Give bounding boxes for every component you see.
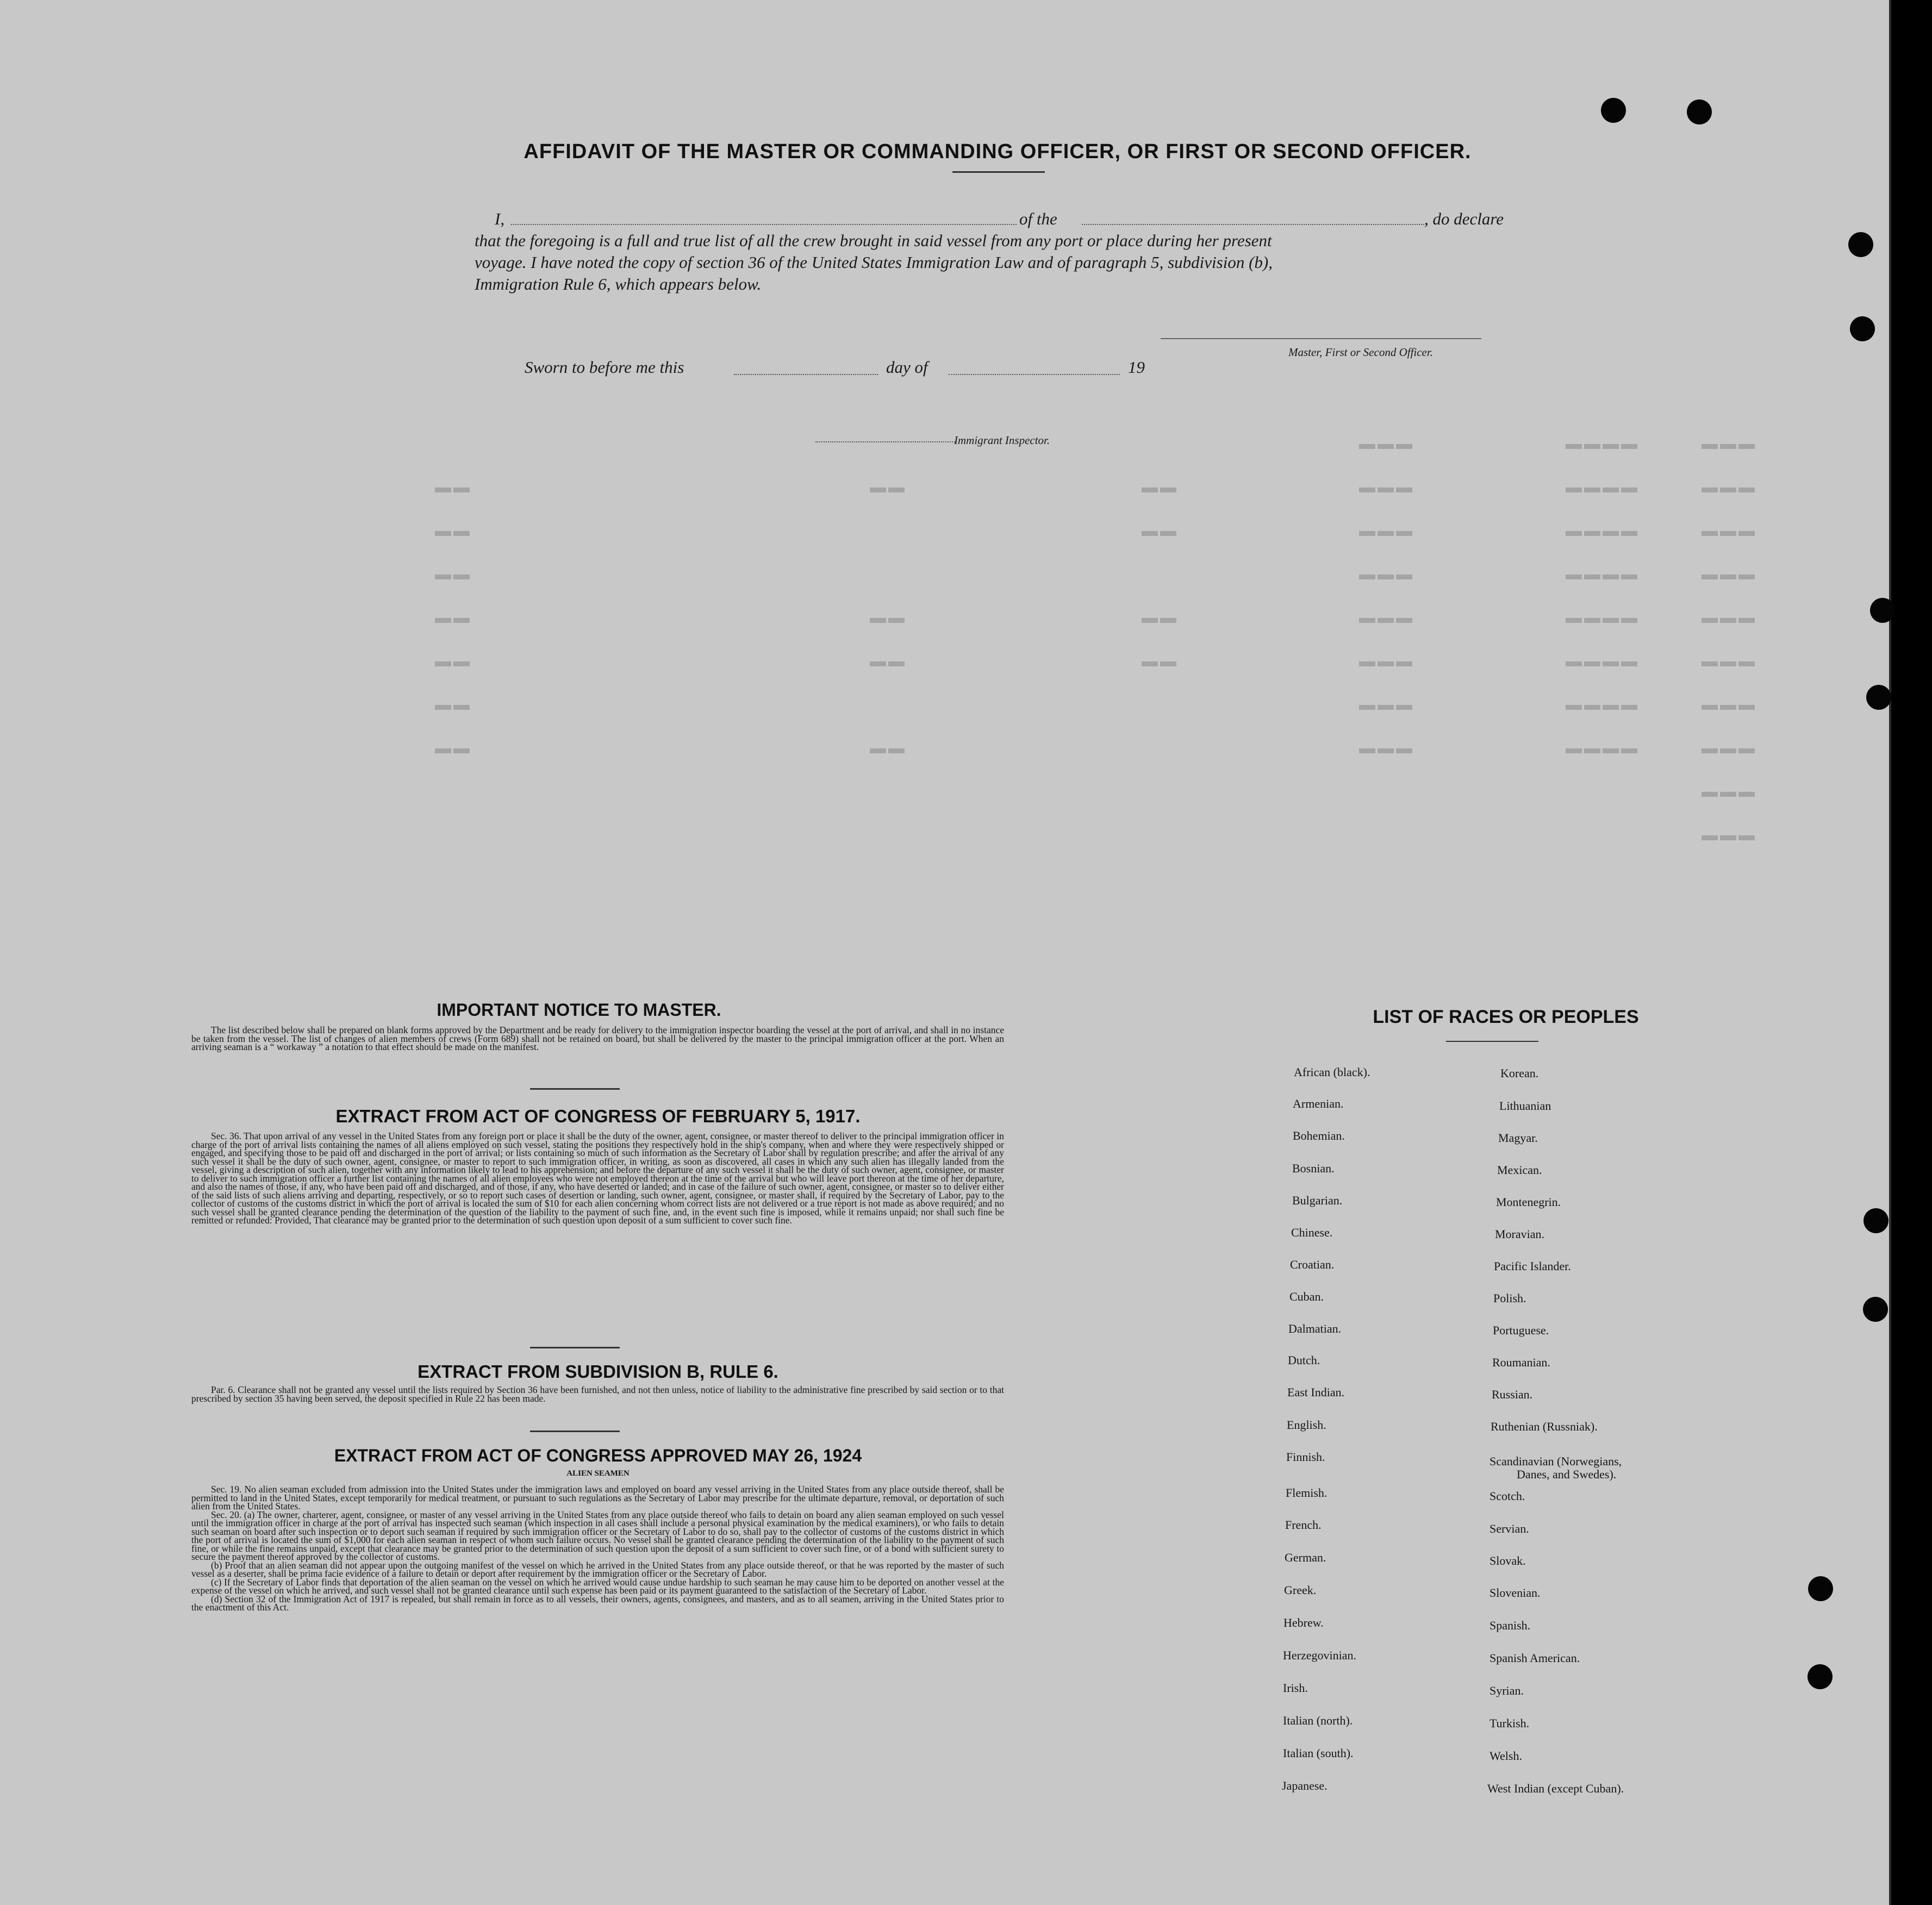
act1924-subtitle: ALIEN SEAMEN [566, 1469, 630, 1478]
race-item: Slovak. [1489, 1554, 1526, 1567]
race-item: Magyar. [1498, 1131, 1538, 1145]
race-item: Spanish American. [1489, 1651, 1580, 1665]
binder-hole [1808, 1576, 1833, 1601]
race-item: Greek. [1284, 1583, 1317, 1597]
act1917-paragraph: Sec. 36. That upon arrival of any vessel in the United States from any foreign port or place it shall be the duty of the owner, agent, consignee, or master thereof to deliver to the principal immigration officer in charge of the port of arrival lists containing the names of all aliens employed on such vessel, stating the positions they respectively hold in the ship's company, when and where they were respectively shipped or engaged, and specifying those to be paid off and discharged in the port of arrival; or lists containing so much of such information as the Secretary of Labor shall by regulation prescribe; and after the arrival of any such vessel it shall be the duty of such owner, agent, consignee, or master to report to such immigration officer, in writing, as soon as discovered, all cases in which any such alien has illegally landed from the vessel, giving a description of such alien, together with any information likely to lead to his apprehension; and before the departure of any such vessel it shall be the duty of such owner, agent, consignee, or master to deliver to such immigration officer a further list containing the names of all alien employees who were not employed thereon at the time of the arrival but who will leave port thereon at the time of her departure, and also the names of those, if any, who have been paid off and discharged, and of those, if any, who have deserted or landed; and in case of the failure of such owner, agent, consignee, or master so to deliver either of the said lists of such aliens arriving and departing, respectively, or so to report such cases of desertion or landing, such owner, agent, consignee, or master shall, if required by the Secretary of Labor, pay to the collector of customs of the customs district in which the port of arrival is located the sum of $10 for each alien concerning whom correct lists are not delivered or a true report is not made as above required; and no such vessel shall be granted clearance pending the determination of the question of the liability to the payment of such fine, and, in the event such fine is imposed, while it remains unpaid; nor shall such fine be remitted or refunded: Provided, That clearance may be granted prior to the determination of such question upon deposit of a sum sufficient to cover such fine. [191, 1130, 1004, 1226]
race-item: Portuguese. [1493, 1323, 1549, 1337]
race-item: Scotch. [1489, 1489, 1525, 1503]
races-rule [1446, 1041, 1538, 1042]
race-item: Welsh. [1489, 1749, 1522, 1763]
title-rule [952, 171, 1045, 173]
binder-hole [1864, 1208, 1889, 1233]
master-signature-line [1161, 338, 1481, 339]
notice-rule [530, 1088, 620, 1090]
binder-hole [1850, 316, 1875, 341]
race-item: Ruthenian (Russniak). [1491, 1420, 1598, 1433]
sworn-month-blank [949, 374, 1120, 375]
race-item: Scandinavian (Norwegians, [1489, 1454, 1622, 1468]
sworn-start: Sworn to before me this [525, 358, 684, 377]
race-item: Flemish. [1286, 1486, 1328, 1500]
vessel-name-blank [1082, 224, 1424, 225]
inspector-caption: Immigrant Inspector. [954, 434, 1050, 447]
race-item: Turkish. [1489, 1716, 1530, 1730]
race-item: West Indian (except Cuban). [1487, 1782, 1624, 1795]
race-item: Slovenian. [1489, 1586, 1541, 1600]
race-item: Croatian. [1290, 1258, 1335, 1271]
act1924-paragraph: (c) If the Secretary of Labor finds that deportation of the alien seaman on the vessel on which he arrived would cause undue hardship to such seaman he may cause him to be deported on another vessel at the expense of the vessel on which he arrived, and such vessel shall not be granted clearance until such expense has been paid or its payment guaranteed to the satisfaction of the Secretary of Labor. [191, 1576, 1004, 1596]
race-item: Bohemian. [1293, 1129, 1345, 1142]
notice-title: IMPORTANT NOTICE TO MASTER. [437, 1000, 721, 1020]
race-item: Russian. [1492, 1388, 1533, 1401]
affidavit-line2: that the foregoing is a full and true list of all the crew brought in said vessel from any port or place during her present [475, 231, 1272, 250]
binder-hole [1848, 232, 1873, 257]
affidavit-line1-end: , do declare [1424, 209, 1504, 228]
race-item: Italian (south). [1283, 1746, 1354, 1760]
affidavit-title: AFFIDAVIT OF THE MASTER OR COMMANDING OFFICER, OR FIRST OR SECOND OFFICER. [523, 140, 1472, 163]
affidavit-line1-mid: of the [1019, 209, 1057, 228]
race-item: Irish. [1283, 1681, 1308, 1695]
race-item: Finnish. [1286, 1450, 1325, 1464]
race-item: Montenegrin. [1496, 1195, 1561, 1209]
rule6-rule [530, 1431, 620, 1432]
master-name-blank [511, 224, 1017, 225]
race-item: English. [1287, 1418, 1326, 1432]
race-item: Cuban. [1289, 1290, 1324, 1303]
races-title: LIST OF RACES OR PEOPLES [1373, 1007, 1639, 1027]
master-signature-caption: Master, First or Second Officer. [1288, 346, 1433, 359]
rule6-title: EXTRACT FROM SUBDIVISION B, RULE 6. [417, 1361, 778, 1382]
act1917-title: EXTRACT FROM ACT OF CONGRESS OF FEBRUARY 5, 1917. [335, 1106, 861, 1126]
binder-hole [1866, 685, 1891, 710]
race-item: Bosnian. [1292, 1161, 1335, 1175]
race-item: African (black). [1294, 1065, 1370, 1079]
act1924-title: EXTRACT FROM ACT OF CONGRESS APPROVED MAY 26, 1924 [334, 1446, 862, 1465]
sworn-year: 19 [1128, 358, 1145, 377]
binder-hole [1601, 98, 1626, 123]
race-item: Polish. [1493, 1291, 1526, 1305]
sworn-mid: day of [886, 358, 928, 377]
notice-paragraph: The list described below shall be prepared on blank forms approved by the Department and be ready for delivery to the immigration inspector boarding the vessel at the port of arrival, and shall in no instance be taken from the vessel. The list of changes of alien members of crews (Form 689) shall not be retained on board, but shall be delivered by the master to the principal immigration officer at the port. When an arriving seaman is a “ workaway ” a notation to that effect should be made on the manifest. [191, 1025, 1004, 1052]
act1924-paragraph: (b) Proof that an alien seaman did not appear upon the outgoing manifest of the vessel on which he arrived in the United States from any place outside thereof, or that he was reported by the master of such vessel as a deserter, shall be prima facie evidence of a failure to detain or deport after requirement by the immigration officer or the Secretary of Labor. [191, 1559, 1004, 1579]
act1917-text [191, 1132, 1004, 1225]
race-item: Korean. [1500, 1066, 1539, 1080]
act1917-rule [530, 1347, 620, 1348]
act1924-paragraph: Sec. 19. No alien seaman excluded from admission into the United States under the immigration laws and employed on board any vessel arriving in the United States from any place outside thereof, shall be permitted to land in the United States, except temporarily for medical treatment, or pursuant to such regulations as the Secretary of Labor may prescribe for the ultimate departure, removal, or deportation of such alien from the United States. [191, 1484, 1004, 1511]
binder-hole [1808, 1664, 1833, 1689]
affidavit-line3: voyage. I have noted the copy of section 36 of the United States Immigration Law and of paragraph 5, subdivision (b), [475, 253, 1273, 272]
race-item: German. [1285, 1551, 1326, 1564]
race-item: French. [1285, 1518, 1322, 1532]
race-item: Danes, and Swedes). [1517, 1467, 1617, 1481]
race-item: Dalmatian. [1288, 1322, 1342, 1335]
act1924-paragraph: (d) Section 32 of the Immigration Act of 1917 is repealed, but shall remain in force as to all vessels, their owners, agents, consignees, and masters, and as to all seamen, arriving in the United States prior to the enactment of this Act. [191, 1593, 1004, 1613]
rule6-paragraph: Par. 6. Clearance shall not be granted any vessel until the lists required by Section 36 have been furnished, and not then unless, notice of liability to the administrative fine prescribed by said section or to that prescribed by section 35 having been served, the deposit specified in Rule 22 has been made. [191, 1384, 1004, 1404]
form-sheet: ▬▬▬ ▬▬▬ ▬▬▬ ▬▬▬ ▬▬▬ ▬▬▬ ▬▬▬ ▬▬▬ ▬▬▬ ▬▬▬ ▬▬▬▬ ▬▬▬▬ ▬▬▬▬ ▬▬▬▬ ▬▬▬▬ ▬▬▬▬ ▬▬▬▬ ▬▬▬▬ ▬▬▬ ▬▬▬ ▬▬▬ ▬▬▬ ▬▬▬ ▬▬▬ ▬▬▬ ▬▬▬ ▬▬ ▬▬ ▬▬ ▬▬ ▬▬ ▬▬ ▬▬ ▬▬ ▬▬ ▬▬ ▬▬ ▬▬ ▬▬ ▬▬ ▬▬ AFFIDAVIT OF THE MASTER OR COMMANDING OFFICER, OR FIRST OR SECOND OFFICER. I, of the , do declare that the foregoing is a full and true list of all the crew brought in said vessel from any port or place during her present voyage. I have noted the copy of section 36 of the United States Immigration Law and of paragraph 5, subdivision (b), Immigration Rule 6, which appears below. Master, First or Second Officer. Sworn to before me this day of 19 Immigrant Inspector. IMPORTANT NOTICE TO MASTER. The list described below shall be prepared on blank forms approved by the Department and be ready for delivery to the immigration inspector boarding the vessel at the port of arrival, and shall in no instance be taken from the vessel. The list of changes of alien members of crews (Form 689) shall not be retained on board, but shall be delivered by the master to the principal immigration officer at the port. When an arriving seaman is a “ workaway ” a notation to that effect should be made on the manifest. EXTRACT FROM ACT OF CONGRESS OF FEBRUARY 5, 1917. Sec. 36. That upon arrival of any vessel in the United States from any foreign port or place it shall be the duty of the owner, agent, consignee, or master thereof to deliver to the principal immigration officer in charge of the port of arrival lists containing the names of all aliens employed on such vessel, stating the positions they respectively hold in the ship's company, when and where they were respectively shipped or engaged, and specifying those to be paid off and discharged in the port of arrival; or lists containing so much of such information as the Secretary of Labor shall by regulation prescribe; and after the arrival of any such vessel it shall be the duty of such owner, agent, consignee, or master to report to such immigration officer, in writing, as soon as discovered, all cases in which any such alien has illegally landed from the vessel, giving a description of such alien, together with any information likely to lead to his apprehension; and before the departure of any such vessel it shall be the duty of such owner, agent, consignee, or master to deliver to such immigration officer a further list containing the names of all alien employees who were not employed thereon at the time of the arrival but who will leave port thereon at the time of her departure, and also the names of those, if any, who have been paid off and discharged, and of those, if any, who have deserted or landed; and in case of the failure of such owner, agent, consignee, or master so to deliver either of the said lists of such aliens arriving and departing, respectively, or so to report such cases of desertion or landing, such owner, agent, consignee, or master shall, if required by the Secretary of Labor, pay to the collector of customs of the customs district in which the port of arrival is located the sum of $10 for each alien concerning whom correct lists are not delivered or a true report is not made as above required; and no such vessel shall be granted clearance pending the determination of the question of the liability to the payment of such fine, and, in the event such fine is imposed, while it remains unpaid; nor shall such fine be remitted or refunded: Provided, That clearance may be granted prior to the determination of such question upon deposit of a sum sufficient to cover such fine. EXTRACT FROM SUBDIVISION B, RULE 6. Par. 6. Clearance shall not be granted any vessel until the lists required by Section 36 have been furnished, and not then unless, notice of liability to the administrative fine prescribed by said section or to that prescribed by section 35 having been served, the deposit specified in Rule 22 has been made. EXTRACT FROM ACT OF CONGRESS APPROVED MAY 26, 1924 ALIEN SEAMEN Sec. 19. No alien seaman excluded from admission into the United States under the immigration laws and employed on board any vessel arriving in the United States from any place outside thereof, shall be permitted to land in the United States, except temporarily for medical treatment, or pursuant to such regulations as the Secretary of Labor may prescribe for the ultimate departure, removal, or deportation of such alien from the United States. Sec. 20. (a) The owner, charterer, agent, consignee, or master of any vessel arriving in the United States from any place outside thereof who fails to detain on board any alien seaman employed on such vessel until the immigration officer in charge at the port of arrival has inspected such seaman (which inspection in all cases shall include a personal physical examination by the medical examiners), or who fails to detain such seaman on board after such inspection or to deport such seaman if required by such immigration officer or the Secretary of Labor to do so, shall pay to the collector of customs of the customs district in which the port of arrival is located the sum of $1,000 for each alien seaman in respect of whom such failure occurs. No vessel shall be granted clearance pending the determination of the liability to the payment of such fine, or while the fine remains unpaid, except that clearance may be granted prior to the determination of such question upon the deposit of a sum sufficient to cover such fine, or of a bond with sufficient surety to secure the payment thereof approved by the collector of customs. (b) Proof that an alien seaman did not appear upon the outgoing manifest of the vessel on which he arrived in the United States from any place outside thereof, or that he was reported by the master of such vessel as a deserter, shall be prima facie evidence of a failure to detain or deport after requirement by the immigration officer or the Secretary of Labor. (c) If the Secretary of Labor finds that deportation of the alien seaman on the vessel on which he arrived would cause undue hardship to such seaman he may cause him to be deported on another vessel at the expense of the vessel on which he arrived, and such vessel shall not be granted clearance until such expense has been paid or its payment guaranteed to the satisfaction of the Secretary of Labor. (d) Section 32 of the Immigration Act of 1917 is repealed, but shall remain in force as to all vessels, their owners, agents, consignees, and masters, and as to all seamen, arriving in the United States prior to the enactment of this Act. LIST OF RACES OR PEOPLES African (black). Armenian. Bohemian. Bosnian. Bulgarian. Chinese. Croatian. Cuban. Dalmatian. Dutch. East Indian. English. Finnish. Flemish. French. German. Greek. Hebrew. Herzegovinian. Irish. Italian (north). Italian (south). Japanese. Korean. Lithuanian Magyar. Mexican. Montenegrin. Moravian. Pacific Islander. Polish. Portuguese. Roumanian. Russian. Ruthenian (Russniak). Scandinavian (Norwegians, Danes, and Swedes). Scotch. Servian. Slovak. Slovenian. Spanish. Spanish American. Syrian. Turkish. Welsh. West Indian (except Cuban). [0, 0, 1891, 1905]
binder-hole [1863, 1297, 1888, 1322]
race-item: Pacific Islander. [1494, 1259, 1571, 1273]
race-item: Dutch. [1288, 1353, 1320, 1367]
race-item: Spanish. [1489, 1619, 1531, 1632]
race-item: Moravian. [1495, 1227, 1545, 1241]
race-item: Servian. [1489, 1522, 1529, 1535]
act1924-text [191, 1485, 1004, 1612]
race-item: Bulgarian. [1292, 1194, 1343, 1207]
race-item: Herzegovinian. [1283, 1648, 1356, 1662]
act1924-paragraph: Sec. 20. (a) The owner, charterer, agent, consignee, or master of any vessel arriving in the United States from any place outside thereof who fails to detain on board any alien seaman employed on such vessel until the immigration officer in charge at the port of arrival has inspected such seaman (which inspection in all cases shall include a personal physical examination by the medical examiners), or who fails to detain such seaman on board after such inspection or to deport such seaman if required by such immigration officer or the Secretary of Labor to do so, shall pay to the collector of customs of the customs district in which the port of arrival is located the sum of $1,000 for each alien seaman in respect of whom such failure occurs. No vessel shall be granted clearance pending the determination of the liability to the payment of such fine, or while the fine remains unpaid, except that clearance may be granted prior to the determination of such question upon the deposit of a sum sufficient to cover such fine, or of a bond with sufficient surety to secure the payment thereof approved by the collector of customs. [191, 1509, 1004, 1562]
race-item: Mexican. [1497, 1163, 1542, 1177]
affidavit-line1-start: I, [495, 209, 505, 228]
binder-hole [1687, 99, 1712, 124]
inspector-signature-line [815, 441, 957, 442]
sworn-day-blank [734, 374, 878, 375]
race-item: Japanese. [1282, 1779, 1328, 1792]
race-item: Italian (north). [1283, 1714, 1353, 1727]
race-item: Hebrew. [1283, 1616, 1324, 1629]
race-item: Roumanian. [1492, 1356, 1550, 1369]
race-item: Lithuanian [1499, 1099, 1551, 1113]
race-item: Syrian. [1489, 1684, 1524, 1697]
affidavit-line4: Immigration Rule 6, which appears below. [475, 274, 762, 293]
notice-text [191, 1026, 1004, 1052]
race-item: Armenian. [1293, 1097, 1344, 1110]
race-item: Chinese. [1291, 1226, 1333, 1239]
rule6-text [191, 1386, 1004, 1403]
race-item: East Indian. [1287, 1385, 1345, 1399]
binder-hole [1870, 598, 1895, 623]
